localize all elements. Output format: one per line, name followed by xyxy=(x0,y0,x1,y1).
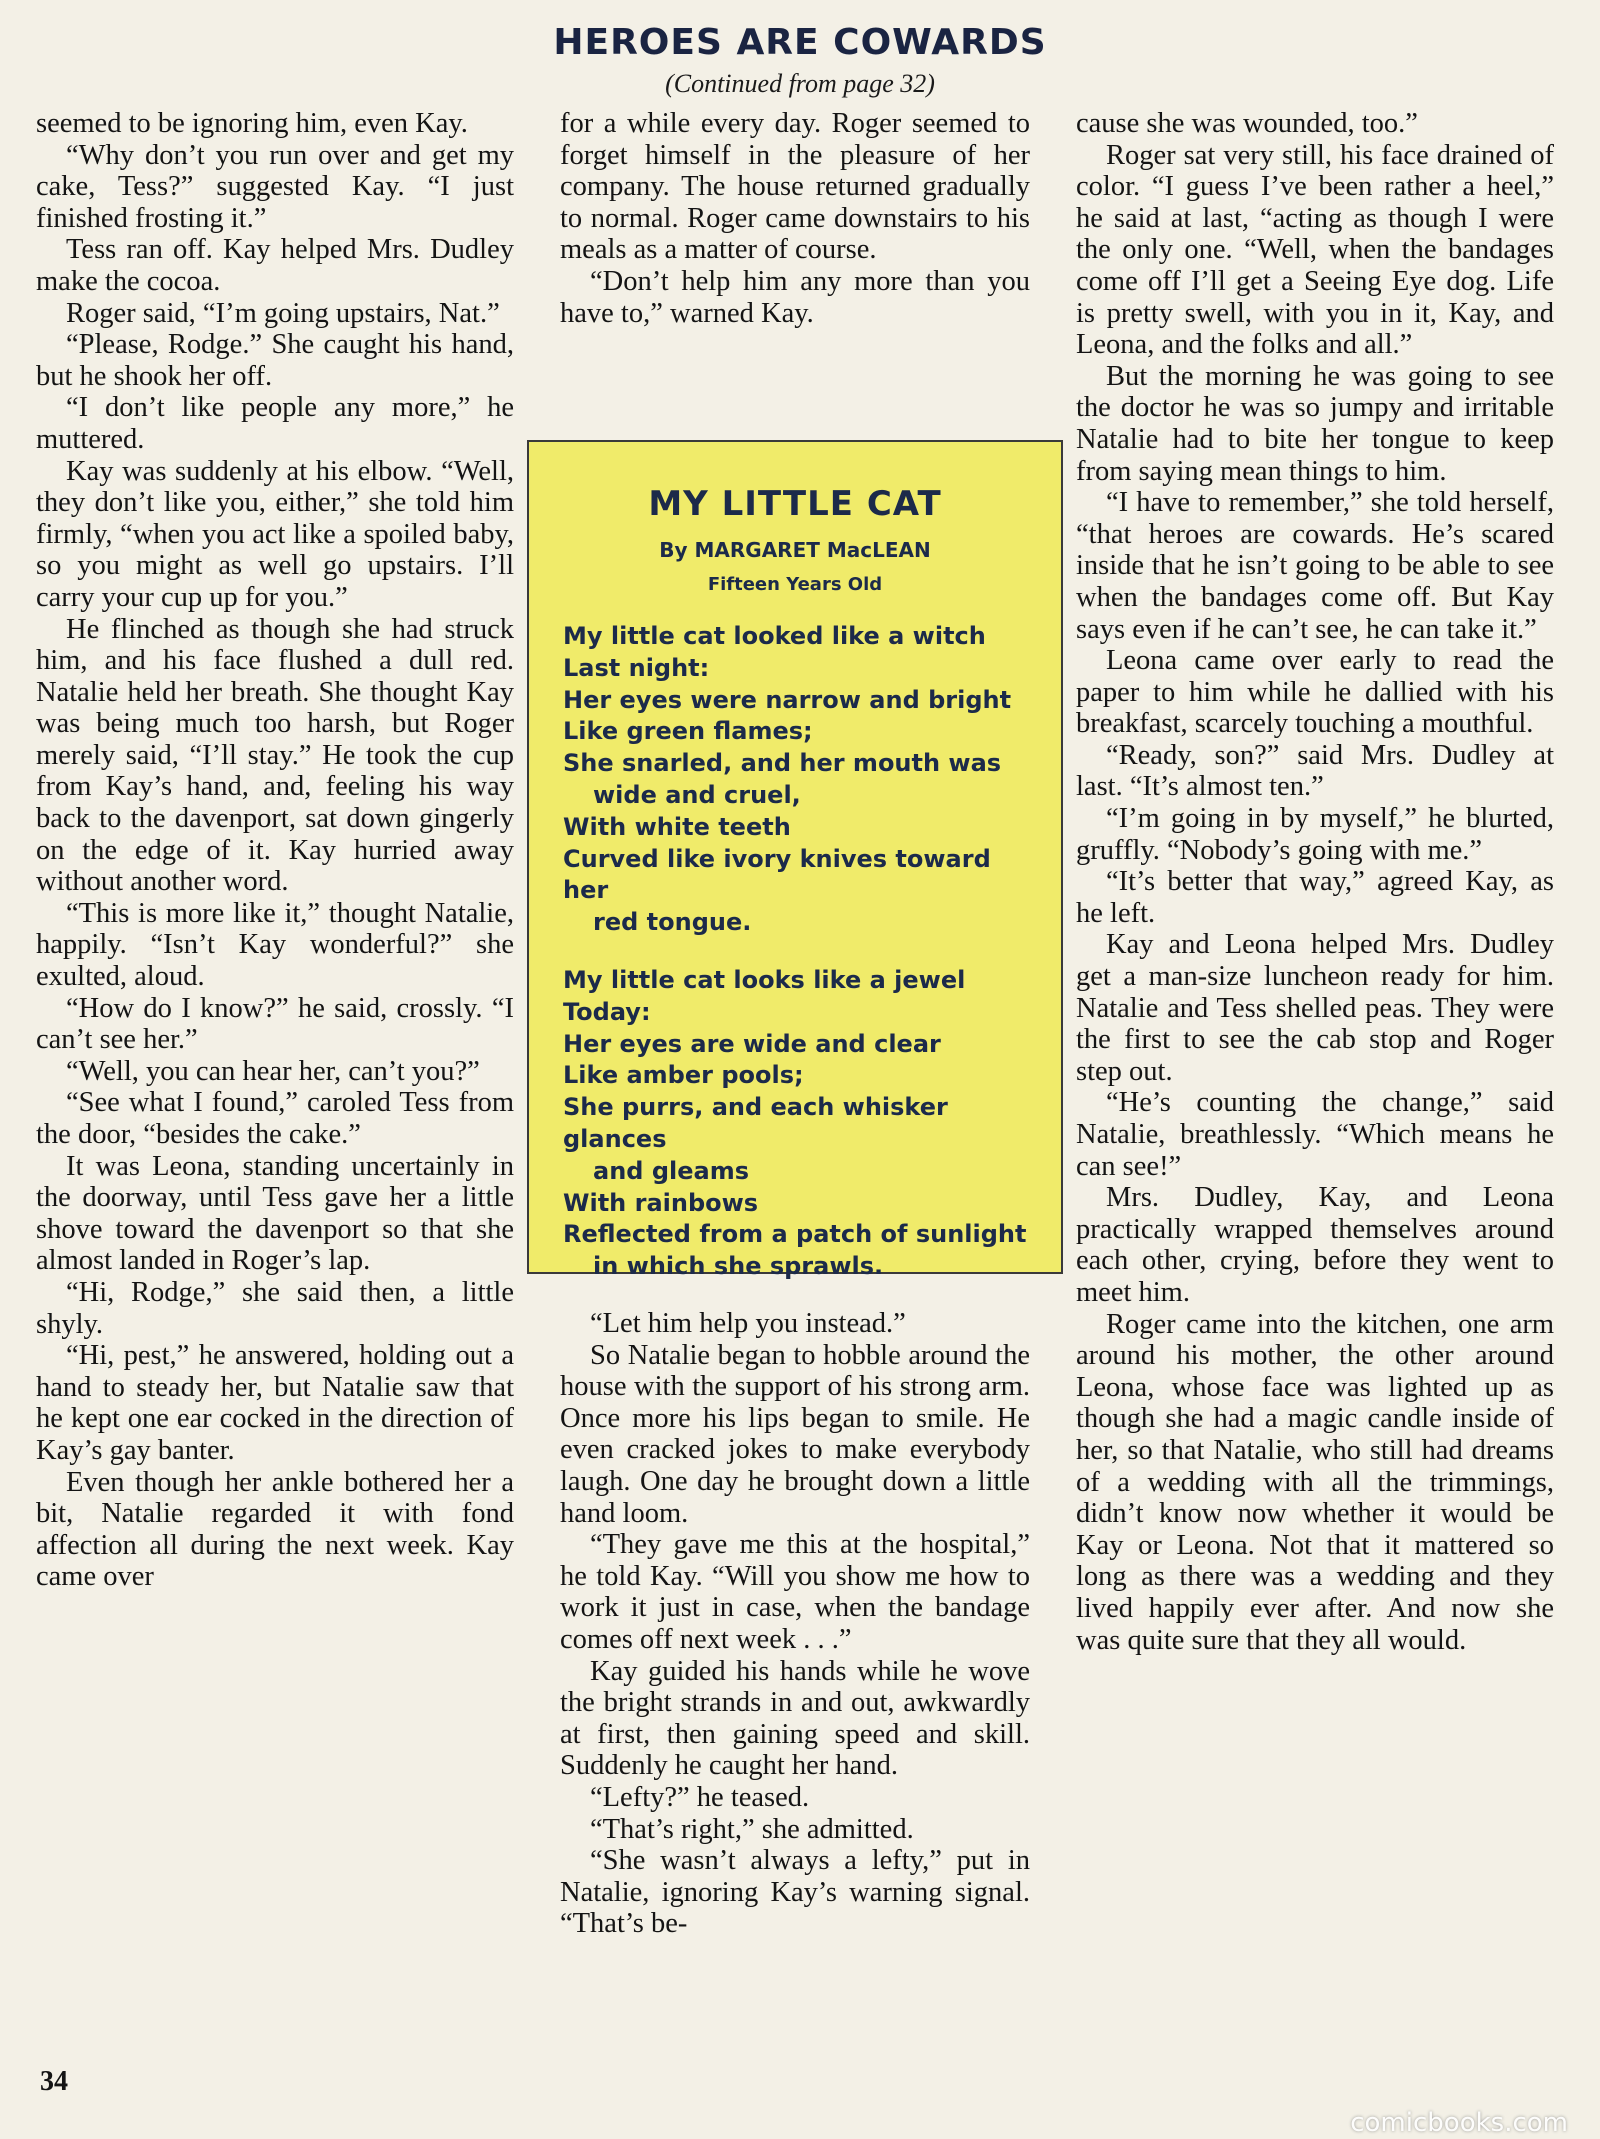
poem-author-age: Fifteen Years Old xyxy=(707,574,883,595)
poem-line: With rainbows xyxy=(563,1188,759,1217)
article-title: HEROES ARE COWARDS xyxy=(553,22,1047,63)
paragraph: “Hi, pest,” he answered, holding out a hand to steady her, but Natalie saw that he kept one ear cocked in the direction of Kay’s gay banter. xyxy=(36,1340,514,1466)
paragraph: “Let him help you instead.” xyxy=(590,1308,906,1339)
paragraph: “Lefty?” he teased. xyxy=(590,1781,810,1813)
paragraph: for a while every day. Roger seemed to forget himself in the pleasure of her company. The house returned gradually to normal. Roger came downstairs to his meals as a matter of course. xyxy=(560,108,1030,266)
paragraph: “How do I know?” he said, crossly. “I can’t see her.” xyxy=(36,992,514,1056)
column-middle-top xyxy=(560,108,1030,329)
poem-title: MY LITTLE CAT xyxy=(648,484,942,524)
paragraph: But the morning he was going to see the doctor he was so jumpy and irritable Natalie had to bite her tongue to keep from saying mean things to him. xyxy=(1076,360,1554,487)
paragraph: cause she was wounded, too.” xyxy=(1076,108,1418,139)
paragraph: “That’s right,” she admitted. xyxy=(590,1813,914,1845)
paragraph: “She wasn’t always a lefty,” put in Natalie, ignoring Kay’s warning signal. “That’s be- xyxy=(560,1845,1030,1940)
poem-line: She snarled, and her mouth was xyxy=(563,749,1002,778)
paragraph: “See what I found,” caroled Tess from the door, “besides the cake.” xyxy=(36,1087,514,1150)
paragraph: “They gave me this at the hospital,” he told Kay. “Will you show me how to work it just in case, when the bandage comes off next week . . .” xyxy=(560,1529,1030,1655)
watermark: comicbooks.com xyxy=(1350,2108,1568,2138)
poem-line: Curved like ivory knives toward her xyxy=(563,844,991,905)
paragraph: Roger sat very still, his face drained of color. “I guess I’ve been rather a heel,” he said at last, “acting as though I were the only one. “Well, when the bandages come off I’ll get a Seeing Eye dog. Life is pretty swell, with you in it, Kay, and Leona, and the folks and all.” xyxy=(1076,139,1554,361)
article-header xyxy=(0,22,1600,99)
paragraph: seemed to be ignoring him, even Kay. xyxy=(36,108,468,139)
paragraph: “He’s counting the change,” said Natalie, breathlessly. “Which means he can see!” xyxy=(1076,1087,1554,1182)
poem-line: Today: xyxy=(563,997,651,1026)
paragraph: Even though her ankle bothered her a bit, Natalie regarded it with fond affection all during the next week. Kay came over xyxy=(36,1466,514,1593)
paragraph: So Natalie began to hobble around the house with the support of his strong arm. Once more his lips began to smile. He even cracked jokes to make everybody laugh. One day he brought down a little hand loom. xyxy=(560,1339,1030,1529)
poem-line: My little cat looked like a witch xyxy=(563,622,986,650)
paragraph: Roger came into the kitchen, one arm around his mother, the other around Leona, whose face was lighted up as though she had a magic candle inside of her, so that Natalie, who still had dreams of a wedding with all the trimmings, didn’t know now whether it would be Kay or Leona. Not that it mattered so long as there was a wedding and they lived happily ever after. And now she was quite sure that they all would. xyxy=(1076,1308,1554,1656)
poem-line: Her eyes are wide and clear xyxy=(563,1029,941,1058)
paragraph: “Don’t help him any more than you have to,” warned Kay. xyxy=(560,265,1030,329)
poem-line: in which she sprawls. xyxy=(593,1252,884,1281)
paragraph: “Why don’t you run over and get my cake, Tess?” suggested Kay. “I just finished frosting it.” xyxy=(36,139,514,234)
paragraph: Mrs. Dudley, Kay, and Leona practically wrapped themselves around each other, crying, before they went to meet him. xyxy=(1076,1182,1554,1308)
poem-line: Like green flames; xyxy=(563,717,813,746)
column-left xyxy=(36,108,514,1593)
paragraph: “I have to remember,” she told herself, “that heroes are cowards. He’s scared inside that he isn’t going to be able to see when the bandages come off. But Kay says even if he can’t see, he can take it.” xyxy=(1076,487,1554,645)
poem-stanza-2 xyxy=(563,965,1033,1283)
column-middle-bottom xyxy=(560,1308,1030,1940)
paragraph: “I don’t like people any more,” he muttered. xyxy=(36,392,514,455)
poem-line: Her eyes were narrow and bright xyxy=(563,685,1012,714)
column-right xyxy=(1076,108,1554,1656)
paragraph: “Please, Rodge.” She caught his hand, but he shook her off. xyxy=(36,329,514,392)
poem-line: My little cat looks like a jewel xyxy=(563,965,966,994)
paragraph: Leona came over early to read the paper to him while he dallied with his breakfast, scarcely touching a mouthful. xyxy=(1076,645,1554,740)
poem-line: and gleams xyxy=(593,1156,749,1185)
paragraph: Roger said, “I’m going upstairs, Nat.” xyxy=(66,297,500,329)
paragraph: “I’m going in by myself,” he blurted, gruffly. “Nobody’s going with me.” xyxy=(1076,803,1554,866)
paragraph: “Ready, son?” said Mrs. Dudley at last. “It’s almost ten.” xyxy=(1076,739,1554,803)
poem-box xyxy=(527,440,1063,1281)
poem-line: Last night: xyxy=(563,653,710,682)
paragraph: He flinched as though she had struck him, and his face flushed a dull red. Natalie held her breath. She thought Kay was being much too harsh, but Roger merely said, “I’ll stay.” He took the cup from Kay’s hand, and, feeling his way back to the davenport, sat down gingerly on the edge of it. Kay hurried away without another word. xyxy=(36,613,514,898)
paragraph: Kay and Leona helped Mrs. Dudley get a man-size luncheon ready for him. Natalie and Tess shelled peas. They were the first to see the cab stop and Roger step out. xyxy=(1076,929,1554,1087)
poem-line: wide and cruel, xyxy=(593,780,801,809)
paragraph: “Hi, Rodge,” she said then, a little shyly. xyxy=(36,1276,514,1340)
poem-line: She purrs, and each whisker glances xyxy=(563,1093,948,1153)
poem-line: red tongue. xyxy=(593,908,752,937)
paragraph: “Well, you can hear her, can’t you?” xyxy=(66,1055,480,1087)
poem-byline: By MARGARET MacLEAN xyxy=(659,538,931,562)
paragraph: Kay guided his hands while he wove the bright strands in and out, awkwardly at first, then gaining speed and skill. Suddenly he caught her hand. xyxy=(560,1655,1030,1782)
paragraph: Tess ran off. Kay helped Mrs. Dudley make the cocoa. xyxy=(36,234,514,297)
poem-stanza-1 xyxy=(563,621,1033,939)
page-number: 34 xyxy=(40,2066,68,2097)
paragraph: It was Leona, standing uncertainly in the doorway, until Tess gave her a little shove toward the davenport so that she almost landed in Roger’s lap. xyxy=(36,1150,514,1277)
poem-line: Like amber pools; xyxy=(563,1061,804,1090)
paragraph: “This is more like it,” thought Natalie, happily. “Isn’t Kay wonderful?” she exulted, aloud. xyxy=(36,897,514,993)
paragraph: “It’s better that way,” agreed Kay, as he left. xyxy=(1076,866,1554,929)
paragraph: Kay was suddenly at his elbow. “Well, they don’t like you, either,” she told him firmly, “when you act like a spoiled baby, so you might as well go upstairs. I’ll carry your cup up for you.” xyxy=(36,455,514,613)
poem-line: With white teeth xyxy=(563,812,791,841)
continued-note: (Continued from page 32) xyxy=(665,69,935,98)
poem-line: Reflected from a patch of sunlight xyxy=(563,1220,1027,1249)
